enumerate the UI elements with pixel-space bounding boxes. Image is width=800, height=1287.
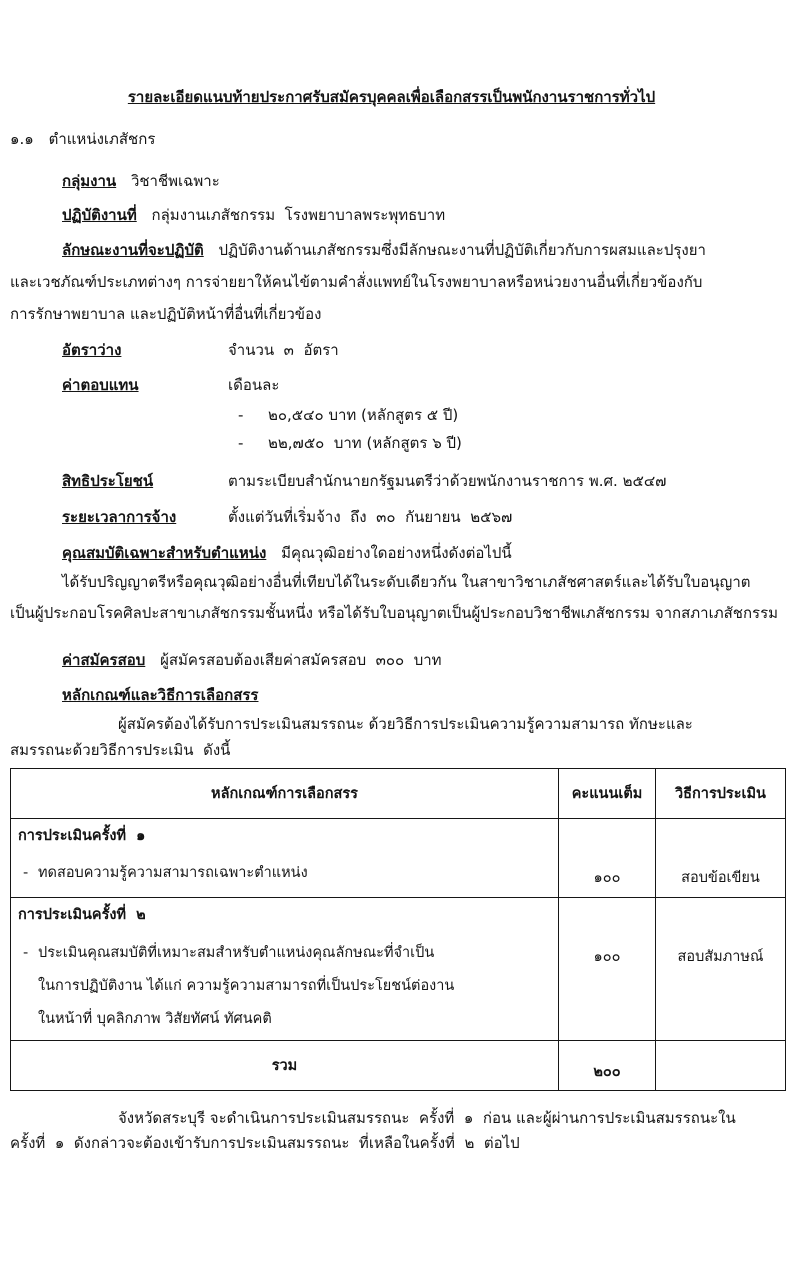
round-1-criteria-cell [11,819,559,898]
compensation-row [10,371,785,399]
round-2-title: การประเมินครั้งที่ ๒ [18,907,146,923]
selection-criteria-table [10,768,786,1091]
workplace-row [10,201,785,229]
qualifications-heading [10,539,785,567]
header-score: คะแนนเต็ม [559,769,656,819]
qualifications-label: คุณสมบัติเฉพาะสำหรับตำแหน่ง [62,544,267,562]
benefits-label: สิทธิประโยชน์ [62,472,154,490]
qualifications-line: เป็นผู้ประกอบโรคศิลปะสาขาเภสัชกรรมชั้นหนึ่ง หรือได้รับใบอนุญาตเป็นผู้ประกอบวิชาชีพเภสัชกรรม จากสภาเภสัชกรรม [10,604,779,622]
vacancies-row [10,336,785,364]
qualifications-paragraph [10,567,785,629]
bullet-dash: - [238,406,244,424]
round-2-item-line: ประเมินคุณสมบัติที่เหมาะสมสำหรับตำแหน่งคุณลักษณะที่จำเป็น [38,945,435,961]
total-method-empty [656,1041,786,1091]
work-group-row [10,167,785,195]
selection-line: สมรรถนะด้วยวิธีการประเมิน ดังนี้ [10,741,231,759]
table-total-row [11,1041,786,1091]
round-2-item-line: ในหน้าที่ บุคลิกภาพ วิสัยทัศน์ ทัศนคติ [38,1011,272,1027]
employment-period-label: ระยะเวลาการจ้าง [62,508,177,526]
job-description [10,234,785,330]
job-description-label: ลักษณะงานที่จะปฏิบัติ [62,241,204,259]
total-score: ๒๐๐ [559,1041,656,1091]
closing-line: จังหวัดสระบุรี จะดำเนินการประเมินสมรรถนะ ครั้งที่ ๑ ก่อน และผู้ผ่านการประเมินสมรรถนะใน [118,1109,736,1127]
round-2-score: ๑๐๐ [559,898,656,1041]
total-label: รวม [11,1041,559,1091]
section-name: ตำแหน่งเภสัชกร [48,130,156,148]
employment-period-value: ตั้งแต่วันที่เริ่มจ้าง ถึง ๓๐ กันยายน ๒๕๖๗ [228,508,513,526]
employment-period-row [10,503,785,531]
job-description-line: การรักษาพยาบาล และปฏิบัติหน้าที่อื่นที่เกี่ยวข้อง [10,305,322,323]
workplace-label: ปฏิบัติงานที่ [62,206,137,224]
section-number: ๑.๑ [10,130,34,148]
header-criteria: หลักเกณฑ์การเลือกสรร [11,769,559,819]
job-description-text: ปฏิบัติงานด้านเภสัชกรรมซึ่งมีลักษณะงานที่ปฏิบัติเกี่ยวกับการผสมและปรุงยา [218,241,706,259]
round-1-item [11,861,558,885]
application-fee-label: ค่าสมัครสอบ [62,651,146,669]
header-method: วิธีการประเมิน [656,769,786,819]
bullet-dash: - [238,434,244,452]
selection-paragraph [10,711,785,763]
round-1-item-line: ทดสอบความรู้ความสามารถเฉพาะตำแหน่ง [38,865,308,881]
selection-line: ผู้สมัครต้องได้รับการประเมินสมรรถนะ ด้วยวิธีการประเมินความรู้ความสามารถ ทักษะและ [118,715,693,733]
workplace-value: กลุ่มงานเภสัชกรรม โรงพยาบาลพระพุทธบาท [151,206,446,224]
application-fee-value: ผู้สมัครสอบต้องเสียค่าสมัครสอบ ๓๐๐ บาท [160,651,442,669]
compensation-value: เดือนละ [228,376,280,394]
benefits-row [10,467,785,495]
job-description-line: และเวชภัณฑ์ประเภทต่างๆ การจ่ายยาให้คนไข้ตามคำสั่งแพทย์ในโรงพยาบาลหรือหน่วยงานอื่นที่เกี่ยวข้องกับ [10,273,703,291]
application-fee-row [10,646,785,674]
compensation-item [10,401,785,429]
table-row-round-1 [11,819,786,898]
round-1-method: สอบข้อเขียน [656,819,786,898]
round-1-title: การประเมินครั้งที่ ๑ [18,828,146,844]
document-title: รายละเอียดแนบท้ายประกาศรับสมัครบุคคลเพื่อเลือกสรรเป็นพนักงานราชการทั่วไป [127,88,656,106]
closing-line: ครั้งที่ ๑ ดังกล่าวจะต้องเข้ารับการประเมินสมรรถนะ ที่เหลือในครั้งที่ ๒ ต่อไป [10,1134,520,1152]
round-2-item-line: ในการปฏิบัติงาน ได้แก่ ความรู้ความสามารถที่เป็นประโยชน์ต่องาน [38,978,455,994]
work-group-label: กลุ่มงาน [62,172,117,190]
work-group-value: วิชาชีพเฉพาะ [130,172,220,190]
qualifications-intro: มีคุณวุฒิอย่างใดอย่างหนึ่งดังต่อไปนี้ [281,544,512,562]
closing-paragraph [10,1106,785,1156]
selection-heading-row [10,681,785,709]
round-2-item [11,937,558,1036]
section-heading [10,125,785,153]
bullet-dash: - [23,945,29,961]
round-2-method: สอบสัมภาษณ์ [656,898,786,1041]
selection-heading: หลักเกณฑ์และวิธีการเลือกสรร [62,686,259,704]
compensation-item [10,429,785,457]
vacancies-label: อัตราว่าง [62,341,122,359]
compensation-label: ค่าตอบแทน [62,376,139,394]
table-header-row [11,769,786,819]
compensation-item-text: ๒๒,๗๕๐ บาท (หลักสูตร ๖ ปี) [268,434,462,452]
table-row-round-2 [11,898,786,1041]
benefits-value: ตามระเบียบสำนักนายกรัฐมนตรีว่าด้วยพนักงานราชการ พ.ศ. ๒๕๔๗ [228,472,667,490]
compensation-item-text: ๒๐,๕๔๐ บาท (หลักสูตร ๕ ปี) [268,406,459,424]
job-description-line [10,234,785,266]
vacancies-value: จำนวน ๓ อัตรา [228,341,339,359]
round-2-criteria-cell [11,898,559,1041]
round-1-score: ๑๐๐ [559,819,656,898]
bullet-dash: - [23,865,29,881]
qualifications-line: ได้รับปริญญาตรีหรือคุณวุฒิอย่างอื่นที่เทียบได้ในระดับเดียวกัน ในสาขาวิชาเภสัชศาสตร์และได้รับใบอนุญาต [62,573,751,591]
